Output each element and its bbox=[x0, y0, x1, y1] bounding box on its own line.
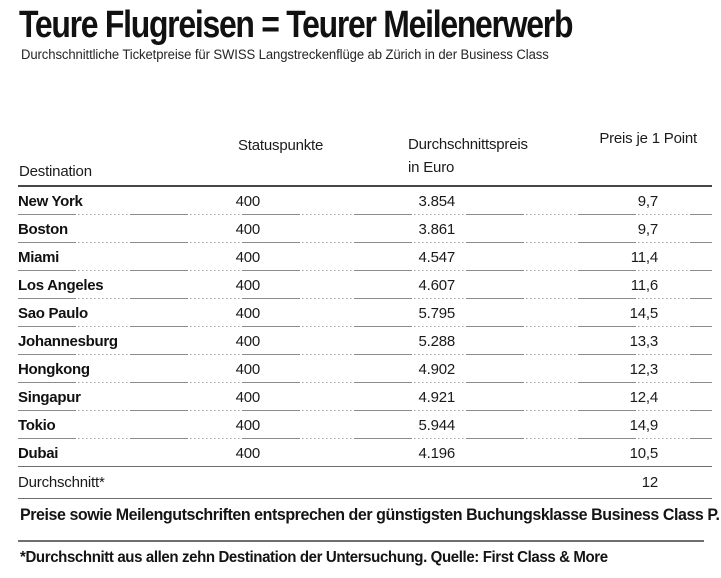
table-row bbox=[18, 215, 712, 243]
cell-durchschnittspreis: 4.607 bbox=[418, 277, 455, 294]
col-header-preis-je-point: Preis je 1 Point bbox=[599, 130, 697, 147]
cell-destination: Tokio bbox=[18, 417, 56, 434]
cell-preis-je-point: 12,3 bbox=[629, 361, 658, 378]
cell-destination: Johannesburg bbox=[18, 333, 118, 350]
table-row bbox=[18, 187, 712, 215]
cell-destination: New York bbox=[18, 193, 83, 210]
table-header bbox=[18, 128, 712, 187]
footer-divider bbox=[18, 540, 704, 542]
page-title: Teure Flugreisen = Teurer Meilenerwerb bbox=[19, 4, 573, 46]
cell-statuspunkte: 400 bbox=[235, 305, 260, 322]
col-header-durchschnittspreis-line2: in Euro bbox=[408, 159, 455, 176]
cell-statuspunkte: 400 bbox=[235, 389, 260, 406]
cell-preis-je-point: 9,7 bbox=[637, 221, 658, 238]
cell-statuspunkte: 400 bbox=[235, 249, 260, 266]
table-body bbox=[18, 187, 712, 467]
cell-preis-je-point: 14,5 bbox=[629, 305, 658, 322]
table-row bbox=[18, 355, 712, 383]
table-row bbox=[18, 299, 712, 327]
cell-destination: Sao Paulo bbox=[18, 305, 88, 322]
cell-destination: Boston bbox=[18, 221, 68, 238]
table-row bbox=[18, 411, 712, 439]
cell-statuspunkte: 400 bbox=[235, 417, 260, 434]
col-header-durchschnittspreis-line1: Durchschnittspreis bbox=[408, 136, 528, 153]
summary-row bbox=[18, 467, 712, 499]
summary-preis-je-point: 12 bbox=[641, 474, 658, 491]
table-row bbox=[18, 327, 712, 355]
cell-statuspunkte: 400 bbox=[235, 361, 260, 378]
footnote-source: *Durchschnitt aus allen zehn Destination der Untersuchung. Quelle: First Class & More bbox=[20, 549, 608, 566]
cell-durchschnittspreis: 4.921 bbox=[418, 389, 455, 406]
cell-durchschnittspreis: 5.288 bbox=[418, 333, 455, 350]
cell-statuspunkte: 400 bbox=[235, 193, 260, 210]
table-row bbox=[18, 243, 712, 271]
cell-durchschnittspreis: 5.795 bbox=[418, 305, 455, 322]
cell-destination: Dubai bbox=[18, 445, 59, 462]
cell-preis-je-point: 13,3 bbox=[629, 333, 658, 350]
cell-preis-je-point: 9,7 bbox=[637, 193, 658, 210]
cell-preis-je-point: 11,4 bbox=[630, 249, 658, 266]
cell-durchschnittspreis: 4.547 bbox=[418, 249, 455, 266]
cell-destination: Singapur bbox=[18, 389, 81, 406]
cell-durchschnittspreis: 4.902 bbox=[418, 361, 455, 378]
cell-durchschnittspreis: 3.854 bbox=[418, 193, 455, 210]
cell-durchschnittspreis: 3.861 bbox=[418, 221, 455, 238]
col-header-destination: Destination bbox=[19, 163, 92, 180]
cell-statuspunkte: 400 bbox=[235, 333, 260, 350]
cell-statuspunkte: 400 bbox=[235, 221, 260, 238]
table-row bbox=[18, 271, 712, 299]
cell-preis-je-point: 14,9 bbox=[629, 417, 658, 434]
col-header-statuspunkte: Statuspunkte bbox=[238, 137, 324, 154]
footnote-booking-class: Preise sowie Meilengutschriften entsprechen der günstigsten Buchungsklasse Business Class P. bbox=[20, 506, 720, 524]
cell-destination: Miami bbox=[18, 249, 60, 266]
price-table bbox=[18, 128, 712, 499]
cell-statuspunkte: 400 bbox=[235, 277, 260, 294]
cell-durchschnittspreis: 5.944 bbox=[418, 417, 455, 434]
table-row bbox=[18, 439, 712, 467]
cell-destination: Los Angeles bbox=[18, 277, 104, 294]
cell-preis-je-point: 11,6 bbox=[630, 277, 658, 294]
table-row bbox=[18, 383, 712, 411]
cell-preis-je-point: 10,5 bbox=[629, 445, 658, 462]
cell-durchschnittspreis: 4.196 bbox=[418, 445, 455, 462]
cell-destination: Hongkong bbox=[18, 361, 90, 378]
col-header-durchschnittspreis bbox=[408, 133, 528, 179]
cell-preis-je-point: 12,4 bbox=[629, 389, 658, 406]
cell-statuspunkte: 400 bbox=[235, 445, 260, 462]
summary-label: Durchschnitt* bbox=[18, 474, 105, 491]
page-subtitle: Durchschnittliche Ticketpreise für SWISS Langstreckenflüge ab Zürich in der Business Class bbox=[21, 47, 549, 62]
